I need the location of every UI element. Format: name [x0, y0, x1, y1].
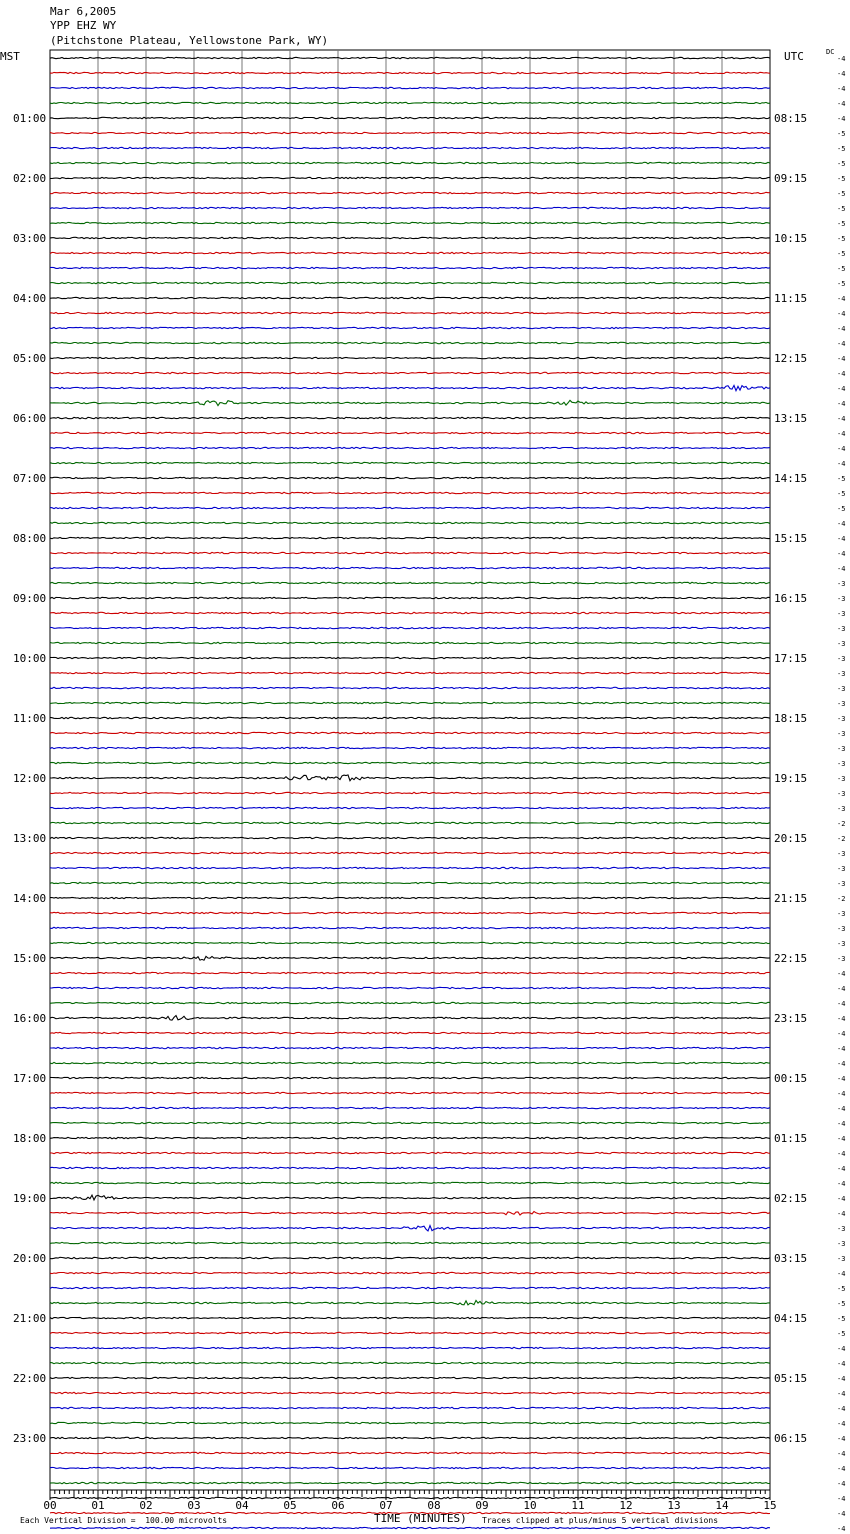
dc-offset-label: -5 [837, 130, 846, 138]
station-location: (Pitchstone Plateau, Yellowstone Park, WY) [50, 34, 329, 47]
seismic-trace [50, 1392, 770, 1393]
seismic-trace [50, 327, 770, 328]
dc-offset-label: -3 [837, 580, 846, 588]
right-hour-label: 06:15 [774, 1432, 808, 1445]
seismic-trace [50, 942, 770, 943]
left-hour-label: 05:00 [13, 352, 47, 365]
seismic-trace [50, 897, 770, 898]
dc-offset-label: -4 [837, 1510, 846, 1518]
dc-offset-header: DC [826, 48, 835, 56]
seismic-trace [50, 672, 770, 673]
left-timezone-label: MST [0, 50, 20, 63]
seismic-trace [50, 177, 770, 178]
dc-offset-label: -5 [837, 490, 846, 498]
left-hour-label: 03:00 [13, 232, 47, 245]
right-hour-label: 18:15 [774, 712, 808, 725]
dc-offset-label: -4 [837, 295, 846, 303]
seismic-trace [50, 1467, 770, 1468]
left-hour-label: 07:00 [13, 472, 47, 485]
seismic-trace [50, 1122, 770, 1123]
seismic-trace [50, 462, 770, 463]
x-tick-label: 00 [43, 1499, 57, 1512]
seismic-trace [50, 1047, 770, 1048]
dc-offset-label: -5 [837, 175, 846, 183]
seismic-trace [50, 522, 770, 523]
seismic-trace [50, 762, 770, 763]
dc-offset-label: -3 [837, 625, 846, 633]
right-hour-label: 16:15 [774, 592, 808, 605]
seismic-trace [50, 597, 770, 598]
x-tick-label: 08 [427, 1499, 441, 1512]
dc-offset-label: -4 [837, 325, 846, 333]
dc-offset-label: -5 [837, 1330, 846, 1338]
right-hour-label: 23:15 [774, 1012, 808, 1025]
right-hour-label: 08:15 [774, 112, 808, 125]
dc-offset-label: -4 [837, 535, 846, 543]
dc-offset-label: -4 [837, 520, 846, 528]
x-tick-label: 04 [235, 1499, 249, 1512]
dc-offset-label: -5 [837, 190, 846, 198]
x-tick-label: 09 [475, 1499, 489, 1512]
seismic-trace [50, 582, 770, 583]
dc-offset-label: -3 [837, 805, 846, 813]
seismic-trace [50, 717, 770, 718]
seismic-trace [50, 117, 770, 118]
left-hour-label: 19:00 [13, 1192, 47, 1205]
seismic-trace [50, 627, 770, 628]
right-timezone-label: UTC [784, 50, 804, 63]
dc-offset-label: -4 [837, 460, 846, 468]
left-hour-label: 17:00 [13, 1072, 47, 1085]
dc-offset-label: -3 [837, 865, 846, 873]
dc-offset-label: -3 [837, 670, 846, 678]
dc-offset-label: -4 [837, 1525, 846, 1533]
dc-offset-label: -4 [837, 1000, 846, 1008]
dc-offset-label: -4 [837, 1405, 846, 1413]
right-hour-label: 02:15 [774, 1192, 808, 1205]
dc-offset-label: -2 [837, 895, 846, 903]
seismic-trace [50, 1362, 770, 1363]
dc-offset-label: -5 [837, 265, 846, 273]
dc-offset-label: -4 [837, 1165, 846, 1173]
seismic-trace [50, 297, 770, 298]
right-hour-label: 04:15 [774, 1312, 808, 1325]
seismic-trace [50, 267, 770, 268]
dc-offset-label: -3 [837, 760, 846, 768]
seismic-trace [50, 1422, 770, 1423]
seismic-trace [50, 912, 770, 913]
seismic-trace [50, 702, 770, 703]
dc-offset-label: -3 [837, 730, 846, 738]
right-hour-label: 14:15 [774, 472, 808, 485]
dc-offset-label: -5 [837, 505, 846, 513]
seismic-trace [50, 972, 770, 973]
seismic-trace [50, 775, 770, 781]
seismic-trace [50, 342, 770, 343]
dc-offset-label: -5 [837, 220, 846, 228]
seismic-trace [50, 447, 770, 448]
right-hour-label: 09:15 [774, 172, 808, 185]
seismic-trace [50, 1016, 770, 1021]
left-hour-label: 16:00 [13, 1012, 47, 1025]
dc-offset-label: -4 [837, 1150, 846, 1158]
dc-offset-label: -3 [837, 640, 846, 648]
dc-offset-label: -4 [837, 1390, 846, 1398]
seismic-trace [50, 1167, 770, 1168]
seismic-trace [50, 1152, 770, 1153]
seismic-trace [50, 1212, 770, 1216]
seismic-trace [50, 1437, 770, 1438]
dc-offset-label: -4 [837, 355, 846, 363]
right-hour-label: 17:15 [774, 652, 808, 665]
dc-offset-label: -4 [837, 385, 846, 393]
seismic-trace [50, 1452, 770, 1453]
dc-offset-label: -3 [837, 910, 846, 918]
dc-offset-label: -3 [837, 850, 846, 858]
right-hour-label: 15:15 [774, 532, 808, 545]
x-tick-label: 02 [139, 1499, 153, 1512]
dc-offset-label: -4 [837, 1360, 846, 1368]
seismic-trace [50, 507, 770, 508]
dc-offset-label: -4 [837, 1480, 846, 1488]
dc-offset-label: -3 [837, 610, 846, 618]
dc-offset-label: -5 [837, 1315, 846, 1323]
x-tick-label: 07 [379, 1499, 393, 1512]
x-tick-label: 06 [331, 1499, 345, 1512]
dc-offset-label: -3 [837, 790, 846, 798]
dc-offset-label: -4 [837, 1270, 846, 1278]
dc-offset-label: -5 [837, 280, 846, 288]
dc-offset-label: -4 [837, 985, 846, 993]
left-hour-label: 11:00 [13, 712, 47, 725]
seismic-trace [50, 312, 770, 313]
seismic-trace [50, 1032, 770, 1033]
seismic-trace [50, 837, 770, 838]
dc-offset-label: -5 [837, 475, 846, 483]
dc-offset-label: -3 [837, 685, 846, 693]
dc-offset-label: -4 [837, 1345, 846, 1353]
seismic-trace [50, 1182, 770, 1183]
seismic-trace [50, 956, 770, 960]
left-hour-label: 23:00 [13, 1432, 47, 1445]
seismic-trace [50, 1497, 770, 1498]
dc-offset-label: -4 [837, 1030, 846, 1038]
dc-offset-label: -4 [837, 970, 846, 978]
seismic-trace [50, 207, 770, 208]
seismic-trace [50, 400, 770, 405]
seismic-trace [50, 357, 770, 358]
seismic-trace [50, 1527, 770, 1528]
seismic-trace [50, 1287, 770, 1288]
x-tick-label: 05 [283, 1499, 297, 1512]
dc-offset-label: -4 [837, 370, 846, 378]
seismic-trace [50, 477, 770, 478]
seismic-trace [50, 852, 770, 853]
dc-offset-label: -4 [837, 1060, 846, 1068]
dc-offset-label: -4 [837, 310, 846, 318]
dc-offset-label: -3 [837, 1255, 846, 1263]
dc-offset-label: -4 [837, 340, 846, 348]
seismic-trace [50, 72, 770, 73]
dc-offset-label: -3 [837, 940, 846, 948]
seismic-trace [50, 1062, 770, 1063]
x-tick-label: 01 [91, 1499, 105, 1512]
dc-offset-label: -4 [837, 1105, 846, 1113]
left-hour-label: 21:00 [13, 1312, 47, 1325]
dc-offset-label: -5 [837, 205, 846, 213]
dc-offset-label: -3 [837, 595, 846, 603]
seismic-trace [50, 492, 770, 493]
right-hour-label: 12:15 [774, 352, 808, 365]
dc-offset-label: -3 [837, 655, 846, 663]
dc-offset-label: -2 [837, 820, 846, 828]
scale-note: Each Vertical Division = 100.00 microvolts [20, 1516, 228, 1525]
seismic-trace [50, 732, 770, 733]
seismic-trace [50, 1242, 770, 1243]
seismic-trace [50, 1077, 770, 1078]
dc-offset-label: -4 [837, 115, 846, 123]
right-hour-label: 05:15 [774, 1372, 808, 1385]
dc-offset-label: -4 [837, 445, 846, 453]
right-hour-label: 20:15 [774, 832, 808, 845]
seismic-trace [50, 417, 770, 418]
seismic-trace [50, 432, 770, 433]
seismic-trace [50, 642, 770, 643]
x-tick-label: 10 [523, 1499, 537, 1512]
seismic-trace [50, 1137, 770, 1138]
dc-offset-label: -4 [837, 1375, 846, 1383]
left-hour-label: 15:00 [13, 952, 47, 965]
dc-offset-label: -3 [837, 955, 846, 963]
dc-offset-label: -4 [837, 1195, 846, 1203]
seismic-trace [50, 1195, 770, 1200]
dc-offset-label: -3 [837, 745, 846, 753]
dc-offset-label: -4 [837, 1045, 846, 1053]
left-hour-label: 10:00 [13, 652, 47, 665]
seismic-trace [50, 1317, 770, 1318]
seismic-trace [50, 927, 770, 928]
dc-offset-label: -4 [837, 1465, 846, 1473]
dc-offset-label: -5 [837, 1285, 846, 1293]
right-hour-label: 01:15 [774, 1132, 808, 1145]
seismic-trace [50, 807, 770, 808]
dc-offset-label: -4 [837, 1120, 846, 1128]
left-hour-label: 02:00 [13, 172, 47, 185]
seismic-trace [50, 867, 770, 868]
x-tick-label: 15 [763, 1499, 777, 1512]
dc-offset-label: -3 [837, 1225, 846, 1233]
seismic-trace [50, 57, 770, 58]
left-hour-label: 20:00 [13, 1252, 47, 1265]
dc-offset-label: -4 [837, 55, 846, 63]
seismic-trace [50, 612, 770, 613]
seismic-trace [50, 1107, 770, 1108]
seismic-trace [50, 792, 770, 793]
dc-offset-label: -3 [837, 1240, 846, 1248]
dc-offset-label: -3 [837, 880, 846, 888]
dc-offset-label: -4 [837, 1075, 846, 1083]
seismic-trace [50, 882, 770, 883]
seismic-trace [50, 987, 770, 988]
x-tick-label: 03 [187, 1499, 201, 1512]
dc-offset-label: -4 [837, 1495, 846, 1503]
seismic-trace [50, 687, 770, 688]
dc-offset-label: -2 [837, 835, 846, 843]
left-hour-label: 12:00 [13, 772, 47, 785]
right-hour-label: 10:15 [774, 232, 808, 245]
left-hour-label: 14:00 [13, 892, 47, 905]
dc-offset-label: -4 [837, 1420, 846, 1428]
dc-offset-label: -4 [837, 1180, 846, 1188]
clip-note: Traces clipped at plus/minus 5 vertical divisions [482, 1516, 719, 1525]
dc-offset-label: -4 [837, 70, 846, 78]
dc-offset-label: -5 [837, 250, 846, 258]
dc-offset-label: -5 [837, 1300, 846, 1308]
seismic-trace [50, 1092, 770, 1093]
dc-offset-label: -4 [837, 1135, 846, 1143]
dc-offset-label: -4 [837, 85, 846, 93]
dc-offset-label: -4 [837, 415, 846, 423]
seismic-trace [50, 1226, 770, 1231]
x-tick-label: 14 [715, 1499, 729, 1512]
left-hour-label: 22:00 [13, 1372, 47, 1385]
x-tick-label: 13 [667, 1499, 681, 1512]
dc-offset-label: -3 [837, 775, 846, 783]
seismic-trace [50, 87, 770, 88]
right-hour-label: 19:15 [774, 772, 808, 785]
seismic-trace [50, 372, 770, 373]
dc-offset-label: -3 [837, 700, 846, 708]
left-hour-label: 13:00 [13, 832, 47, 845]
seismic-trace [50, 1347, 770, 1348]
seismic-trace [50, 147, 770, 148]
dc-offset-label: -4 [837, 1450, 846, 1458]
seismic-trace [50, 1407, 770, 1408]
x-axis-label: TIME (MINUTES) [374, 1512, 467, 1525]
dc-offset-label: -4 [837, 565, 846, 573]
dc-offset-label: -4 [837, 400, 846, 408]
seismic-trace [50, 537, 770, 538]
dc-offset-label: -4 [837, 1015, 846, 1023]
seismic-trace [50, 162, 770, 163]
dc-offset-label: -3 [837, 925, 846, 933]
right-hour-label: 11:15 [774, 292, 808, 305]
dc-offset-label: -4 [837, 430, 846, 438]
seismic-trace [50, 1332, 770, 1333]
seismic-trace [50, 1300, 770, 1305]
seismic-trace [50, 1377, 770, 1378]
seismic-trace [50, 1272, 770, 1273]
left-hour-label: 04:00 [13, 292, 47, 305]
seismic-trace [50, 252, 770, 253]
seismic-trace [50, 192, 770, 193]
x-tick-label: 12 [619, 1499, 633, 1512]
seismic-trace [50, 237, 770, 238]
seismic-trace [50, 822, 770, 823]
dc-offset-label: -4 [837, 1210, 846, 1218]
left-hour-label: 01:00 [13, 112, 47, 125]
plot-date: Mar 6,2005 [50, 5, 117, 18]
seismic-trace [50, 1257, 770, 1258]
left-hour-label: 18:00 [13, 1132, 47, 1145]
seismic-trace [50, 552, 770, 553]
seismic-trace [50, 747, 770, 748]
dc-offset-label: -5 [837, 145, 846, 153]
left-hour-label: 08:00 [13, 532, 47, 545]
dc-offset-label: -4 [837, 550, 846, 558]
dc-offset-label: -3 [837, 715, 846, 723]
dc-offset-label: -4 [837, 100, 846, 108]
seismic-trace [50, 282, 770, 283]
seismic-trace [50, 657, 770, 658]
left-hour-label: 06:00 [13, 412, 47, 425]
seismic-trace [50, 567, 770, 568]
right-hour-label: 21:15 [774, 892, 808, 905]
dc-offset-label: -5 [837, 235, 846, 243]
seismic-trace [50, 1482, 770, 1483]
right-hour-label: 00:15 [774, 1072, 808, 1085]
station-code: YPP EHZ WY [50, 19, 117, 32]
seismic-trace [50, 102, 770, 103]
seismic-trace [50, 385, 770, 390]
left-hour-label: 09:00 [13, 592, 47, 605]
right-hour-label: 13:15 [774, 412, 808, 425]
dc-offset-label: -5 [837, 160, 846, 168]
x-tick-label: 11 [571, 1499, 585, 1512]
right-hour-label: 03:15 [774, 1252, 808, 1265]
seismic-trace [50, 132, 770, 133]
dc-offset-label: -4 [837, 1435, 846, 1443]
dc-offset-label: -4 [837, 1090, 846, 1098]
right-hour-label: 22:15 [774, 952, 808, 965]
seismic-trace [50, 1002, 770, 1003]
seismic-trace [50, 222, 770, 223]
